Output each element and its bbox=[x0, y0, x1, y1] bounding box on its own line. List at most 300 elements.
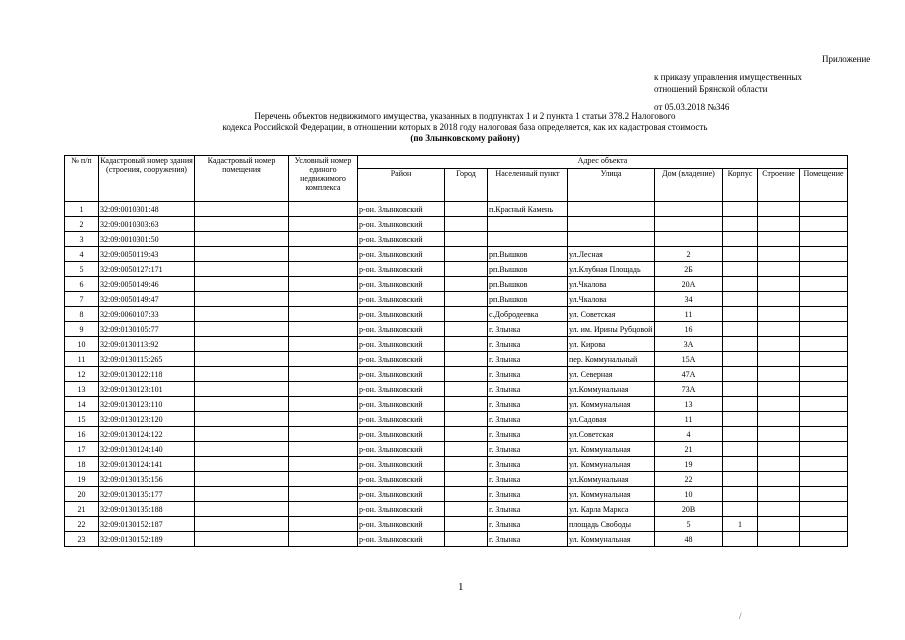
table-row bbox=[65, 502, 848, 517]
house-cell: 34 bbox=[655, 292, 723, 307]
room-cell bbox=[800, 307, 848, 322]
settlement-cell: г. Злынка bbox=[488, 442, 568, 457]
city-cell bbox=[445, 322, 488, 337]
row-number: 20 bbox=[65, 487, 99, 502]
header-settlement: Населенный пункт bbox=[488, 169, 568, 202]
table-row bbox=[65, 412, 848, 427]
cond-num-cell bbox=[289, 457, 358, 472]
district-cell: р-он. Злынковский bbox=[358, 427, 445, 442]
district-cell: р-он. Злынковский bbox=[358, 397, 445, 412]
header-cad-building: Кадастровый номер здания (строения, сооружения) bbox=[99, 156, 195, 202]
table-row bbox=[65, 307, 848, 322]
table-row bbox=[65, 427, 848, 442]
cond-num-cell bbox=[289, 307, 358, 322]
cad-building-cell: 32:09:0050127:171 bbox=[99, 262, 195, 277]
district-cell: р-он. Злынковский bbox=[358, 457, 445, 472]
room-cell bbox=[800, 382, 848, 397]
table-row bbox=[65, 472, 848, 487]
building-cell bbox=[758, 247, 800, 262]
title-line-2: кодекса Российской Федерации, в отношении которых в 2018 году налоговая база определяется, как их кадастровая стоимость bbox=[222, 122, 708, 132]
row-number: 17 bbox=[65, 442, 99, 457]
cond-num-cell bbox=[289, 217, 358, 232]
cond-num-cell bbox=[289, 277, 358, 292]
street-cell: ул. им. Ирины Рубцовой bbox=[568, 322, 655, 337]
city-cell bbox=[445, 487, 488, 502]
settlement-cell: г. Злынка bbox=[488, 457, 568, 472]
cad-room-cell bbox=[195, 472, 289, 487]
order-line-1: к приказу управления имущественных bbox=[654, 72, 803, 82]
house-cell: 11 bbox=[655, 307, 723, 322]
room-cell bbox=[800, 367, 848, 382]
cad-building-cell: 32:09:0010301:50 bbox=[99, 232, 195, 247]
table-row bbox=[65, 277, 848, 292]
row-number: 16 bbox=[65, 427, 99, 442]
street-cell: ул.Клубная Площадь bbox=[568, 262, 655, 277]
building-cell bbox=[758, 307, 800, 322]
korpus-cell bbox=[723, 397, 758, 412]
cad-building-cell: 32:09:0130152:187 bbox=[99, 517, 195, 532]
street-cell bbox=[568, 217, 655, 232]
district-cell: р-он. Злынковский bbox=[358, 322, 445, 337]
settlement-cell: г. Злынка bbox=[488, 532, 568, 547]
korpus-cell bbox=[723, 352, 758, 367]
header-street: Улица bbox=[568, 169, 655, 202]
settlement-cell: с.Добродеевка bbox=[488, 307, 568, 322]
order-date: от 05.03.2018 №346 bbox=[654, 102, 730, 112]
house-cell: 21 bbox=[655, 442, 723, 457]
korpus-cell bbox=[723, 457, 758, 472]
room-cell bbox=[800, 202, 848, 217]
district-cell: р-он. Злынковский bbox=[358, 232, 445, 247]
settlement-cell: г. Злынка bbox=[488, 397, 568, 412]
cond-num-cell bbox=[289, 487, 358, 502]
row-number: 12 bbox=[65, 367, 99, 382]
building-cell bbox=[758, 277, 800, 292]
header-address: Адрес объекта bbox=[358, 156, 848, 169]
cond-num-cell bbox=[289, 262, 358, 277]
settlement-cell: рп.Вышков bbox=[488, 262, 568, 277]
cad-building-cell: 32:09:0130123:101 bbox=[99, 382, 195, 397]
cad-room-cell bbox=[195, 442, 289, 457]
header-cond-num: Условный номер единого недвижимого комплекса bbox=[289, 156, 358, 202]
table-row bbox=[65, 397, 848, 412]
room-cell bbox=[800, 517, 848, 532]
city-cell bbox=[445, 277, 488, 292]
street-cell: ул. Северная bbox=[568, 367, 655, 382]
cad-building-cell: 32:09:0130135:188 bbox=[99, 502, 195, 517]
street-cell: ул.Чкалова bbox=[568, 277, 655, 292]
cad-building-cell: 32:09:0130123:120 bbox=[99, 412, 195, 427]
korpus-cell bbox=[723, 202, 758, 217]
table-row bbox=[65, 442, 848, 457]
settlement-cell: г. Злынка bbox=[488, 487, 568, 502]
cad-building-cell: 32:09:0050149:46 bbox=[99, 277, 195, 292]
korpus-cell bbox=[723, 337, 758, 352]
cad-room-cell bbox=[195, 397, 289, 412]
street-cell: ул. Коммунальная bbox=[568, 457, 655, 472]
korpus-cell bbox=[723, 367, 758, 382]
header-cad-room: Кадастровый номер помещения bbox=[195, 156, 289, 202]
header-building: Строение bbox=[758, 169, 800, 202]
row-number: 10 bbox=[65, 337, 99, 352]
house-cell: 10 bbox=[655, 487, 723, 502]
building-cell bbox=[758, 397, 800, 412]
settlement-cell: г. Злынка bbox=[488, 352, 568, 367]
building-cell bbox=[758, 487, 800, 502]
district-cell: р-он. Злынковский bbox=[358, 532, 445, 547]
house-cell bbox=[655, 217, 723, 232]
cad-building-cell: 32:09:0050119:43 bbox=[99, 247, 195, 262]
room-cell bbox=[800, 442, 848, 457]
building-cell bbox=[758, 442, 800, 457]
cad-building-cell: 32:09:0130115:265 bbox=[99, 352, 195, 367]
house-cell: 2Б bbox=[655, 262, 723, 277]
city-cell bbox=[445, 427, 488, 442]
table-row bbox=[65, 487, 848, 502]
room-cell bbox=[800, 472, 848, 487]
street-cell bbox=[568, 232, 655, 247]
building-cell bbox=[758, 292, 800, 307]
building-cell bbox=[758, 232, 800, 247]
settlement-cell bbox=[488, 232, 568, 247]
cad-room-cell bbox=[195, 292, 289, 307]
korpus-cell bbox=[723, 322, 758, 337]
street-cell: ул.Коммунальная bbox=[568, 382, 655, 397]
settlement-cell: г. Злынка bbox=[488, 322, 568, 337]
district-cell: р-он. Злынковский bbox=[358, 262, 445, 277]
cad-room-cell bbox=[195, 232, 289, 247]
district-cell: р-он. Злынковский bbox=[358, 292, 445, 307]
street-cell: пер. Коммунальный bbox=[568, 352, 655, 367]
row-number: 15 bbox=[65, 412, 99, 427]
street-cell: ул.Чкалова bbox=[568, 292, 655, 307]
title-line-1: Перечень объектов недвижимого имущества, указанных в подпунктах 1 и 2 пункта 1 статьи 378.2 Налогового bbox=[254, 111, 676, 121]
cad-building-cell: 32:09:0130124:141 bbox=[99, 457, 195, 472]
appendix-label: Приложение bbox=[822, 54, 871, 64]
row-number: 19 bbox=[65, 472, 99, 487]
row-number: 23 bbox=[65, 532, 99, 547]
scan-mark: / bbox=[739, 611, 742, 621]
cad-building-cell: 32:09:0130135:177 bbox=[99, 487, 195, 502]
house-cell: 5 bbox=[655, 517, 723, 532]
city-cell bbox=[445, 517, 488, 532]
settlement-cell: г. Злынка bbox=[488, 412, 568, 427]
row-number: 5 bbox=[65, 262, 99, 277]
city-cell bbox=[445, 292, 488, 307]
cond-num-cell bbox=[289, 337, 358, 352]
cad-room-cell bbox=[195, 412, 289, 427]
street-cell bbox=[568, 202, 655, 217]
header-num: № п/п bbox=[65, 156, 99, 202]
district-cell: р-он. Злынковский bbox=[358, 382, 445, 397]
korpus-cell bbox=[723, 232, 758, 247]
building-cell bbox=[758, 412, 800, 427]
korpus-cell bbox=[723, 307, 758, 322]
header-city: Город bbox=[445, 169, 488, 202]
city-cell bbox=[445, 352, 488, 367]
room-cell bbox=[800, 292, 848, 307]
house-cell: 47А bbox=[655, 367, 723, 382]
city-cell bbox=[445, 472, 488, 487]
street-cell: ул.Садовая bbox=[568, 412, 655, 427]
cad-building-cell: 32:09:0060107:33 bbox=[99, 307, 195, 322]
house-cell: 20В bbox=[655, 502, 723, 517]
city-cell bbox=[445, 232, 488, 247]
cond-num-cell bbox=[289, 352, 358, 367]
settlement-cell: г. Злынка bbox=[488, 472, 568, 487]
house-cell: 2 bbox=[655, 247, 723, 262]
house-cell: 13 bbox=[655, 397, 723, 412]
table-row bbox=[65, 367, 848, 382]
house-cell bbox=[655, 202, 723, 217]
building-cell bbox=[758, 517, 800, 532]
cad-room-cell bbox=[195, 517, 289, 532]
street-cell: ул. Кирова bbox=[568, 337, 655, 352]
order-line-2: отношений Брянской области bbox=[654, 84, 768, 94]
cond-num-cell bbox=[289, 412, 358, 427]
room-cell bbox=[800, 502, 848, 517]
cond-num-cell bbox=[289, 502, 358, 517]
cad-room-cell bbox=[195, 487, 289, 502]
table-row bbox=[65, 352, 848, 367]
city-cell bbox=[445, 337, 488, 352]
cond-num-cell bbox=[289, 532, 358, 547]
house-cell bbox=[655, 232, 723, 247]
cad-building-cell: 32:09:0050149:47 bbox=[99, 292, 195, 307]
settlement-cell: г. Злынка bbox=[488, 427, 568, 442]
table-row bbox=[65, 382, 848, 397]
settlement-cell: рп.Вышков bbox=[488, 292, 568, 307]
settlement-cell: г. Злынка bbox=[488, 337, 568, 352]
header-house: Дом (владение) bbox=[655, 169, 723, 202]
property-table bbox=[64, 155, 848, 547]
korpus-cell bbox=[723, 487, 758, 502]
street-cell: ул. Карла Маркса bbox=[568, 502, 655, 517]
street-cell: ул. Советская bbox=[568, 307, 655, 322]
district-cell: р-он. Злынковский bbox=[358, 487, 445, 502]
street-cell: ул.Лесная bbox=[568, 247, 655, 262]
district-cell: р-он. Злынковский bbox=[358, 472, 445, 487]
row-number: 2 bbox=[65, 217, 99, 232]
settlement-cell: г. Злынка bbox=[488, 367, 568, 382]
cad-building-cell: 32:09:0130124:140 bbox=[99, 442, 195, 457]
district-cell: р-он. Злынковский bbox=[358, 412, 445, 427]
city-cell bbox=[445, 367, 488, 382]
cad-room-cell bbox=[195, 427, 289, 442]
cond-num-cell bbox=[289, 367, 358, 382]
room-cell bbox=[800, 532, 848, 547]
row-number: 21 bbox=[65, 502, 99, 517]
cond-num-cell bbox=[289, 202, 358, 217]
table-row bbox=[65, 292, 848, 307]
district-cell: р-он. Злынковский bbox=[358, 502, 445, 517]
cad-room-cell bbox=[195, 217, 289, 232]
cad-building-cell: 32:09:0130122:118 bbox=[99, 367, 195, 382]
house-cell: 73А bbox=[655, 382, 723, 397]
district-cell: р-он. Злынковский bbox=[358, 367, 445, 382]
cad-room-cell bbox=[195, 322, 289, 337]
city-cell bbox=[445, 502, 488, 517]
row-number: 4 bbox=[65, 247, 99, 262]
district-cell: р-он. Злынковский bbox=[358, 277, 445, 292]
city-cell bbox=[445, 457, 488, 472]
cad-building-cell: 32:09:0130135:156 bbox=[99, 472, 195, 487]
house-cell: 16 bbox=[655, 322, 723, 337]
street-cell: ул. Коммунальная bbox=[568, 532, 655, 547]
row-number: 6 bbox=[65, 277, 99, 292]
settlement-cell: рп.Вышков bbox=[488, 247, 568, 262]
cad-room-cell bbox=[195, 247, 289, 262]
order-reference bbox=[654, 71, 894, 95]
cad-building-cell: 32:09:0130113:92 bbox=[99, 337, 195, 352]
building-cell bbox=[758, 352, 800, 367]
page-number: 1 bbox=[458, 581, 464, 593]
district-cell: р-он. Злынковский bbox=[358, 247, 445, 262]
row-number: 7 bbox=[65, 292, 99, 307]
building-cell bbox=[758, 382, 800, 397]
cad-room-cell bbox=[195, 367, 289, 382]
city-cell bbox=[445, 262, 488, 277]
city-cell bbox=[445, 442, 488, 457]
house-cell: 3А bbox=[655, 337, 723, 352]
cad-building-cell: 32:09:0130152:189 bbox=[99, 532, 195, 547]
table-row bbox=[65, 457, 848, 472]
city-cell bbox=[445, 247, 488, 262]
city-cell bbox=[445, 307, 488, 322]
title-line-3: (по Злынковскому району) bbox=[410, 133, 520, 143]
cond-num-cell bbox=[289, 517, 358, 532]
korpus-cell bbox=[723, 277, 758, 292]
cond-num-cell bbox=[289, 322, 358, 337]
table-row bbox=[65, 232, 848, 247]
city-cell bbox=[445, 412, 488, 427]
cad-building-cell: 32:09:0130123:110 bbox=[99, 397, 195, 412]
korpus-cell bbox=[723, 262, 758, 277]
table-row bbox=[65, 217, 848, 232]
cad-room-cell bbox=[195, 502, 289, 517]
row-number: 3 bbox=[65, 232, 99, 247]
cond-num-cell bbox=[289, 247, 358, 262]
cad-building-cell: 32:09:0130124:122 bbox=[99, 427, 195, 442]
room-cell bbox=[800, 427, 848, 442]
cad-room-cell bbox=[195, 277, 289, 292]
district-cell: р-он. Злынковский bbox=[358, 202, 445, 217]
house-cell: 19 bbox=[655, 457, 723, 472]
table-row bbox=[65, 532, 848, 547]
room-cell bbox=[800, 337, 848, 352]
house-cell: 20А bbox=[655, 277, 723, 292]
room-cell bbox=[800, 262, 848, 277]
table-row bbox=[65, 202, 848, 217]
korpus-cell bbox=[723, 532, 758, 547]
cad-room-cell bbox=[195, 202, 289, 217]
building-cell bbox=[758, 502, 800, 517]
house-cell: 22 bbox=[655, 472, 723, 487]
cond-num-cell bbox=[289, 427, 358, 442]
city-cell bbox=[445, 202, 488, 217]
city-cell bbox=[445, 382, 488, 397]
row-number: 14 bbox=[65, 397, 99, 412]
district-cell: р-он. Злынковский bbox=[358, 442, 445, 457]
cond-num-cell bbox=[289, 232, 358, 247]
house-cell: 4 bbox=[655, 427, 723, 442]
row-number: 8 bbox=[65, 307, 99, 322]
settlement-cell bbox=[488, 217, 568, 232]
row-number: 22 bbox=[65, 517, 99, 532]
building-cell bbox=[758, 262, 800, 277]
cond-num-cell bbox=[289, 397, 358, 412]
korpus-cell bbox=[723, 292, 758, 307]
room-cell bbox=[800, 322, 848, 337]
settlement-cell: г. Злынка bbox=[488, 382, 568, 397]
city-cell bbox=[445, 217, 488, 232]
house-cell: 15А bbox=[655, 352, 723, 367]
korpus-cell bbox=[723, 442, 758, 457]
building-cell bbox=[758, 322, 800, 337]
cad-building-cell: 32:09:0010303:63 bbox=[99, 217, 195, 232]
cad-room-cell bbox=[195, 352, 289, 367]
street-cell: ул.Коммунальная bbox=[568, 472, 655, 487]
table-row bbox=[65, 262, 848, 277]
district-cell: р-он. Злынковский bbox=[358, 517, 445, 532]
table-row bbox=[65, 337, 848, 352]
district-cell: р-он. Злынковский bbox=[358, 307, 445, 322]
cond-num-cell bbox=[289, 472, 358, 487]
table-row bbox=[65, 247, 848, 262]
settlement-cell: г. Злынка bbox=[488, 517, 568, 532]
building-cell bbox=[758, 217, 800, 232]
room-cell bbox=[800, 397, 848, 412]
cad-room-cell bbox=[195, 532, 289, 547]
cond-num-cell bbox=[289, 382, 358, 397]
korpus-cell bbox=[723, 472, 758, 487]
korpus-cell bbox=[723, 427, 758, 442]
room-cell bbox=[800, 487, 848, 502]
cad-building-cell: 32:09:0010301:48 bbox=[99, 202, 195, 217]
room-cell bbox=[800, 457, 848, 472]
room-cell bbox=[800, 217, 848, 232]
building-cell bbox=[758, 532, 800, 547]
row-number: 1 bbox=[65, 202, 99, 217]
cond-num-cell bbox=[289, 292, 358, 307]
row-number: 13 bbox=[65, 382, 99, 397]
settlement-cell: рп.Вышков bbox=[488, 277, 568, 292]
settlement-cell: п.Красный Камень bbox=[488, 202, 568, 217]
building-cell bbox=[758, 427, 800, 442]
room-cell bbox=[800, 412, 848, 427]
district-cell: р-он. Злынковский bbox=[358, 217, 445, 232]
building-cell bbox=[758, 367, 800, 382]
room-cell bbox=[800, 247, 848, 262]
room-cell bbox=[800, 277, 848, 292]
korpus-cell bbox=[723, 217, 758, 232]
cad-room-cell bbox=[195, 337, 289, 352]
row-number: 18 bbox=[65, 457, 99, 472]
cad-building-cell: 32:09:0130105:77 bbox=[99, 322, 195, 337]
house-cell: 48 bbox=[655, 532, 723, 547]
header-district: Район bbox=[358, 169, 445, 202]
street-cell: ул. Коммунальная bbox=[568, 397, 655, 412]
building-cell bbox=[758, 457, 800, 472]
street-cell: площадь Свободы bbox=[568, 517, 655, 532]
korpus-cell: 1 bbox=[723, 517, 758, 532]
room-cell bbox=[800, 232, 848, 247]
city-cell bbox=[445, 532, 488, 547]
cad-room-cell bbox=[195, 307, 289, 322]
street-cell: ул. Коммунальная bbox=[568, 487, 655, 502]
street-cell: ул.Советская bbox=[568, 427, 655, 442]
table-row bbox=[65, 517, 848, 532]
